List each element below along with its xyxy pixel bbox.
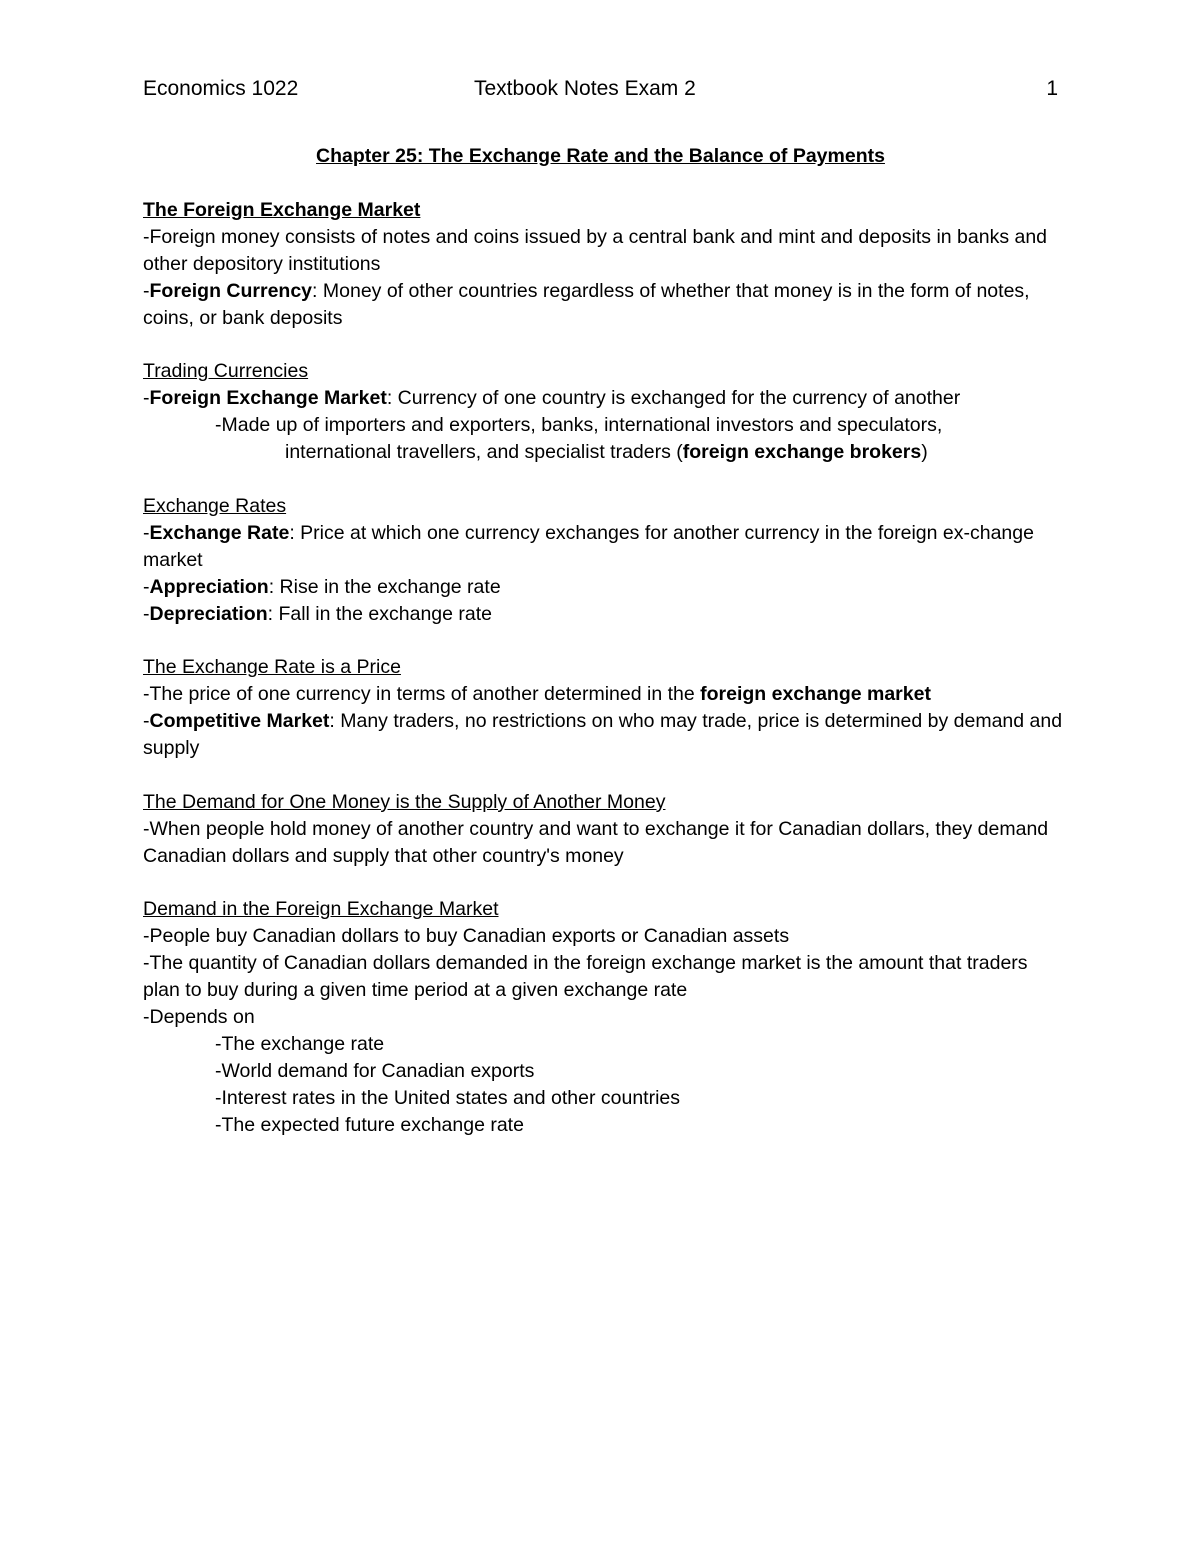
note-line: -When people hold money of another country and want to exchange it for Canadian dollars, they demand Canadian dollars and supply that other country's money xyxy=(143,817,1049,867)
note-text: -The price of one currency in terms of another determined in the xyxy=(143,683,701,706)
section-heading: Demand in the Foreign Exchange Market xyxy=(143,898,499,921)
bullet-dash: - xyxy=(143,575,150,598)
page-number: 1 xyxy=(1046,77,1058,100)
bullet-dash: - xyxy=(143,710,150,733)
section-foreign-exchange-market xyxy=(143,197,1063,332)
section-heading: The Foreign Exchange Market xyxy=(143,199,421,221)
definition-text: : Rise in the exchange rate xyxy=(268,575,501,598)
defined-term: Foreign Exchange Market xyxy=(149,387,387,410)
defined-term: Foreign Currency xyxy=(149,279,313,302)
section-exchange-rates xyxy=(143,493,1063,628)
note-text: ) xyxy=(921,441,928,464)
note-line: -People buy Canadian dollars to buy Canadian exports or Canadian assets xyxy=(143,925,790,948)
section-demand-supply-money xyxy=(143,789,1063,870)
section-heading: The Exchange Rate is a Price xyxy=(143,656,401,679)
header-course: Economics 1022 xyxy=(143,77,299,100)
header-title: Textbook Notes Exam 2 xyxy=(474,77,696,100)
section-trading-currencies xyxy=(143,358,1063,466)
list-item: -The expected future exchange rate xyxy=(215,1113,524,1136)
note-line: -Depends on xyxy=(143,1006,255,1029)
bullet-dash: - xyxy=(143,521,150,544)
defined-term: Depreciation xyxy=(149,602,268,625)
chapter-title: Chapter 25: The Exchange Rate and the Balance of Payments xyxy=(316,145,885,167)
list-item: -World demand for Canadian exports xyxy=(215,1059,535,1082)
note-line xyxy=(143,574,1063,601)
defined-term: foreign exchange market xyxy=(700,683,931,706)
note-line xyxy=(143,520,1063,574)
defined-term: foreign exchange brokers xyxy=(682,441,922,464)
defined-term: Appreciation xyxy=(149,575,269,598)
definition-text: : Fall in the exchange rate xyxy=(267,602,493,625)
document-body xyxy=(143,197,1063,1166)
note-line: -Foreign money consists of notes and coins issued by a central bank and mint and deposits in banks and other depository institutions xyxy=(143,225,1048,275)
section-heading: Trading Currencies xyxy=(143,360,309,383)
note-line xyxy=(143,278,1063,332)
note-text: international travellers, and specialist traders ( xyxy=(285,441,683,464)
bullet-dash: - xyxy=(143,602,150,625)
bullet-dash: - xyxy=(143,387,150,410)
list-item: -The exchange rate xyxy=(215,1033,385,1056)
note-line xyxy=(143,681,1063,708)
page-header xyxy=(143,74,1058,104)
list-item: -Interest rates in the United states and other countries xyxy=(215,1086,681,1109)
note-line xyxy=(143,385,1063,412)
section-demand-fx-market xyxy=(143,896,1063,1138)
definition-text: : Money of other countries regardless of whether that money is in the form of notes, coins, or bank deposits xyxy=(143,279,1030,329)
note-line xyxy=(143,708,1063,762)
section-heading: Exchange Rates xyxy=(143,494,287,517)
section-heading: The Demand for One Money is the Supply of Another Money xyxy=(143,790,666,813)
note-line: -The quantity of Canadian dollars demanded in the foreign exchange market is the amount that traders plan to buy during a given time period at a given exchange rate xyxy=(143,952,1028,1002)
definition-text: : Currency of one country is exchanged for the currency of another xyxy=(386,387,961,410)
defined-term: Exchange Rate xyxy=(149,521,290,544)
section-exchange-rate-price xyxy=(143,654,1063,762)
sub-note-line: -Made up of importers and exporters, banks, international investors and speculators, xyxy=(215,414,943,437)
definition-text: : Many traders, no restrictions on who may trade, price is determined by demand and supply xyxy=(143,710,1063,760)
bullet-dash: - xyxy=(143,279,150,302)
sub-note-line xyxy=(143,439,1063,466)
note-line xyxy=(143,601,1063,628)
definition-text: : Price at which one currency exchanges for another currency in the foreign ex-change market xyxy=(143,521,1034,571)
defined-term: Competitive Market xyxy=(149,710,330,733)
